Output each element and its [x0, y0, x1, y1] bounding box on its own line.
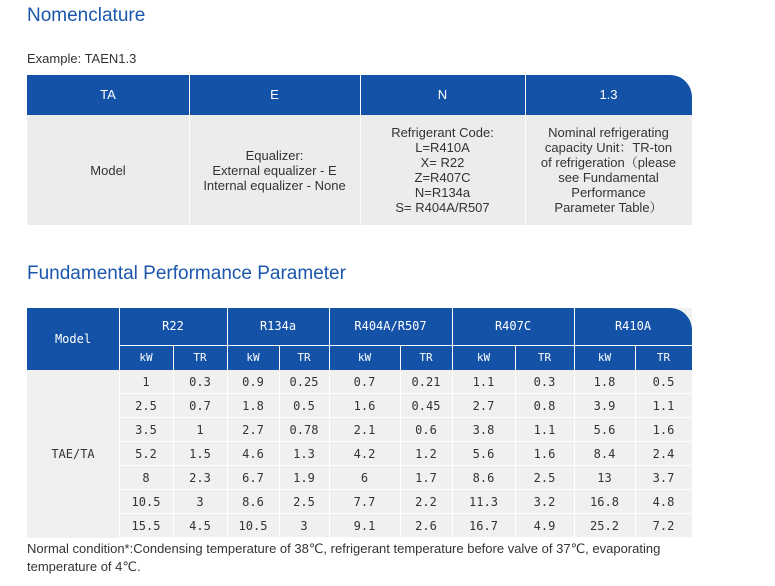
table-cell: 3.5 [135, 423, 157, 437]
refrigerant-header: R134a [259, 319, 297, 333]
table-cell: 0.8 [533, 399, 556, 413]
nomenclature-header-row [27, 75, 692, 115]
table-cell: 1.6 [353, 399, 376, 413]
nomenclature-header-cell: 1.3 [599, 87, 618, 102]
table-cell: 3 [196, 495, 204, 509]
table-cell: 2.7 [472, 399, 495, 413]
table-cell: 3.7 [652, 471, 675, 485]
table-cell: 0.78 [289, 423, 319, 437]
table-cell: 1.1 [533, 423, 556, 437]
table-cell: 1 [196, 423, 204, 437]
table-cell: 1.7 [415, 471, 437, 485]
table-cell: 7.7 [353, 495, 376, 509]
refrigerant-header: R404A/R507 [354, 319, 427, 333]
unit-header: kW [246, 351, 260, 364]
column-divider [452, 370, 453, 538]
table-cell: 0.9 [242, 375, 264, 389]
performance-title: Fundamental Performance Parameter [27, 263, 346, 284]
model-header: Model [27, 308, 119, 370]
table-cell: 4.8 [652, 495, 675, 509]
column-divider [574, 370, 575, 538]
table-cell: 3 [300, 519, 308, 533]
header-divider [329, 308, 330, 370]
table-cell: 9.1 [353, 519, 376, 533]
table-cell: 8.6 [242, 495, 264, 509]
unit-header: TR [537, 351, 552, 364]
table-cell: 15.5 [131, 519, 161, 533]
unit-header: kW [476, 351, 491, 364]
table-cell: 8.4 [593, 447, 616, 461]
column-divider [635, 370, 636, 538]
nomenclature-cell: Refrigerant Code: L=R410A X= R22 Z=R407C N=R134a S= R404A/R507 [391, 125, 494, 215]
table-cell: 1.3 [293, 447, 315, 461]
unit-header: kW [357, 351, 372, 364]
column-divider [329, 370, 330, 538]
table-cell: 1 [142, 375, 150, 389]
table-cell: 1.1 [472, 375, 495, 389]
table-cell: 10.5 [131, 495, 161, 509]
header-divider [635, 345, 636, 370]
table-cell: 1.6 [533, 447, 556, 461]
unit-header: TR [193, 351, 207, 364]
column-divider [189, 115, 190, 225]
table-cell: 0.3 [189, 375, 211, 389]
table-cell: 7.2 [652, 519, 675, 533]
table-cell: 2.6 [415, 519, 437, 533]
table-cell: 3.8 [472, 423, 495, 437]
table-cell: 1.8 [242, 399, 264, 413]
table-cell: 1.1 [652, 399, 675, 413]
table-cell: 8.6 [472, 471, 495, 485]
table-cell: 2.7 [242, 423, 264, 437]
header-divider [400, 345, 401, 370]
table-cell: 25.2 [590, 519, 619, 533]
header-divider [574, 308, 575, 370]
table-cell: 8 [142, 471, 150, 485]
table-cell: 2.3 [189, 471, 211, 485]
table-cell: 1.6 [652, 423, 675, 437]
column-divider [119, 370, 120, 538]
nomenclature-header-cell: TA [100, 87, 116, 102]
column-divider [279, 370, 280, 538]
table-cell: 2.5 [293, 495, 315, 509]
table-cell: 1.5 [189, 447, 211, 461]
unit-header: TR [656, 351, 671, 364]
table-cell: 4.5 [189, 519, 211, 533]
column-divider [173, 370, 174, 538]
table-cell: 11.3 [469, 495, 498, 509]
table-cell: 3.2 [533, 495, 556, 509]
table-cell: 2.5 [533, 471, 556, 485]
normal-condition-note: Normal condition*:Condensing temperature of 38℃, refrigerant temperature before valve of 37℃, evaporating temperature of 4℃. [27, 541, 661, 574]
unit-header: TR [419, 351, 433, 364]
table-cell: 0.45 [411, 399, 441, 413]
table-cell: 0.7 [353, 375, 376, 389]
table-cell: 0.5 [652, 375, 675, 389]
table-cell: 6 [360, 471, 369, 485]
table-cell: 2.2 [415, 495, 437, 509]
model-cell: TAE/TA [51, 447, 95, 461]
column-divider [400, 370, 401, 538]
nomenclature-table [27, 75, 692, 225]
table-cell: 4.9 [533, 519, 556, 533]
nomenclature-cell: Model [90, 162, 126, 178]
table-cell: 4.2 [353, 447, 376, 461]
table-cell: 13 [597, 471, 612, 485]
table-cell: 16.7 [469, 519, 498, 533]
table-cell: 2.1 [353, 423, 376, 437]
table-cell: 4.6 [242, 447, 264, 461]
column-divider [515, 370, 516, 538]
table-cell: 2.4 [652, 447, 675, 461]
header-divider [227, 308, 228, 370]
table-cell: 5.2 [135, 447, 157, 461]
table-cell: 6.7 [242, 471, 264, 485]
header-divider [173, 345, 174, 370]
column-divider [525, 75, 526, 115]
example-text: Example: TAEN1.3 [27, 51, 137, 66]
nomenclature-cell: Equalizer: External equalizer - E Internal equalizer - None [203, 147, 346, 193]
table-cell: 10.5 [238, 519, 268, 533]
nomenclature-body-row [27, 115, 692, 225]
header-divider [279, 345, 280, 370]
column-divider [360, 115, 361, 225]
refrigerant-header: R410A [614, 319, 652, 333]
nomenclature-header-cell: N [437, 87, 448, 102]
header-divider [119, 308, 120, 370]
refrigerant-header: R22 [162, 319, 184, 333]
column-divider [189, 75, 190, 115]
column-divider [227, 370, 228, 538]
table-cell: 1.8 [593, 375, 616, 389]
column-divider [525, 115, 526, 225]
nomenclature-cell: Nominal refrigerating capacity Unit：TR-ton of refrigeration（please see Fundamental Performance Parameter Table） [540, 125, 677, 215]
unit-header: TR [297, 351, 311, 364]
table-cell: 5.6 [472, 447, 495, 461]
table-cell: 0.21 [411, 375, 441, 389]
header-divider [515, 345, 516, 370]
table-cell: 0.7 [189, 399, 211, 413]
table-cell: 0.5 [293, 399, 315, 413]
nomenclature-header-cell: E [270, 87, 279, 102]
unit-header: kW [597, 351, 612, 364]
header-divider [452, 308, 453, 370]
row-divider [119, 537, 692, 538]
table-cell: 0.6 [415, 423, 437, 437]
column-divider [360, 75, 361, 115]
table-cell: 2.5 [135, 399, 157, 413]
table-cell: 1.2 [415, 447, 437, 461]
performance-table [27, 308, 692, 538]
table-cell: 16.8 [590, 495, 619, 509]
table-cell: 5.6 [593, 423, 616, 437]
unit-header: kW [139, 351, 153, 364]
table-cell: 1.9 [293, 471, 315, 485]
table-cell: 0.25 [289, 375, 319, 389]
table-cell: 0.3 [533, 375, 556, 389]
table-cell: 3.9 [593, 399, 616, 413]
refrigerant-header: R407C [494, 319, 532, 333]
nomenclature-title: Nomenclature [27, 5, 146, 26]
